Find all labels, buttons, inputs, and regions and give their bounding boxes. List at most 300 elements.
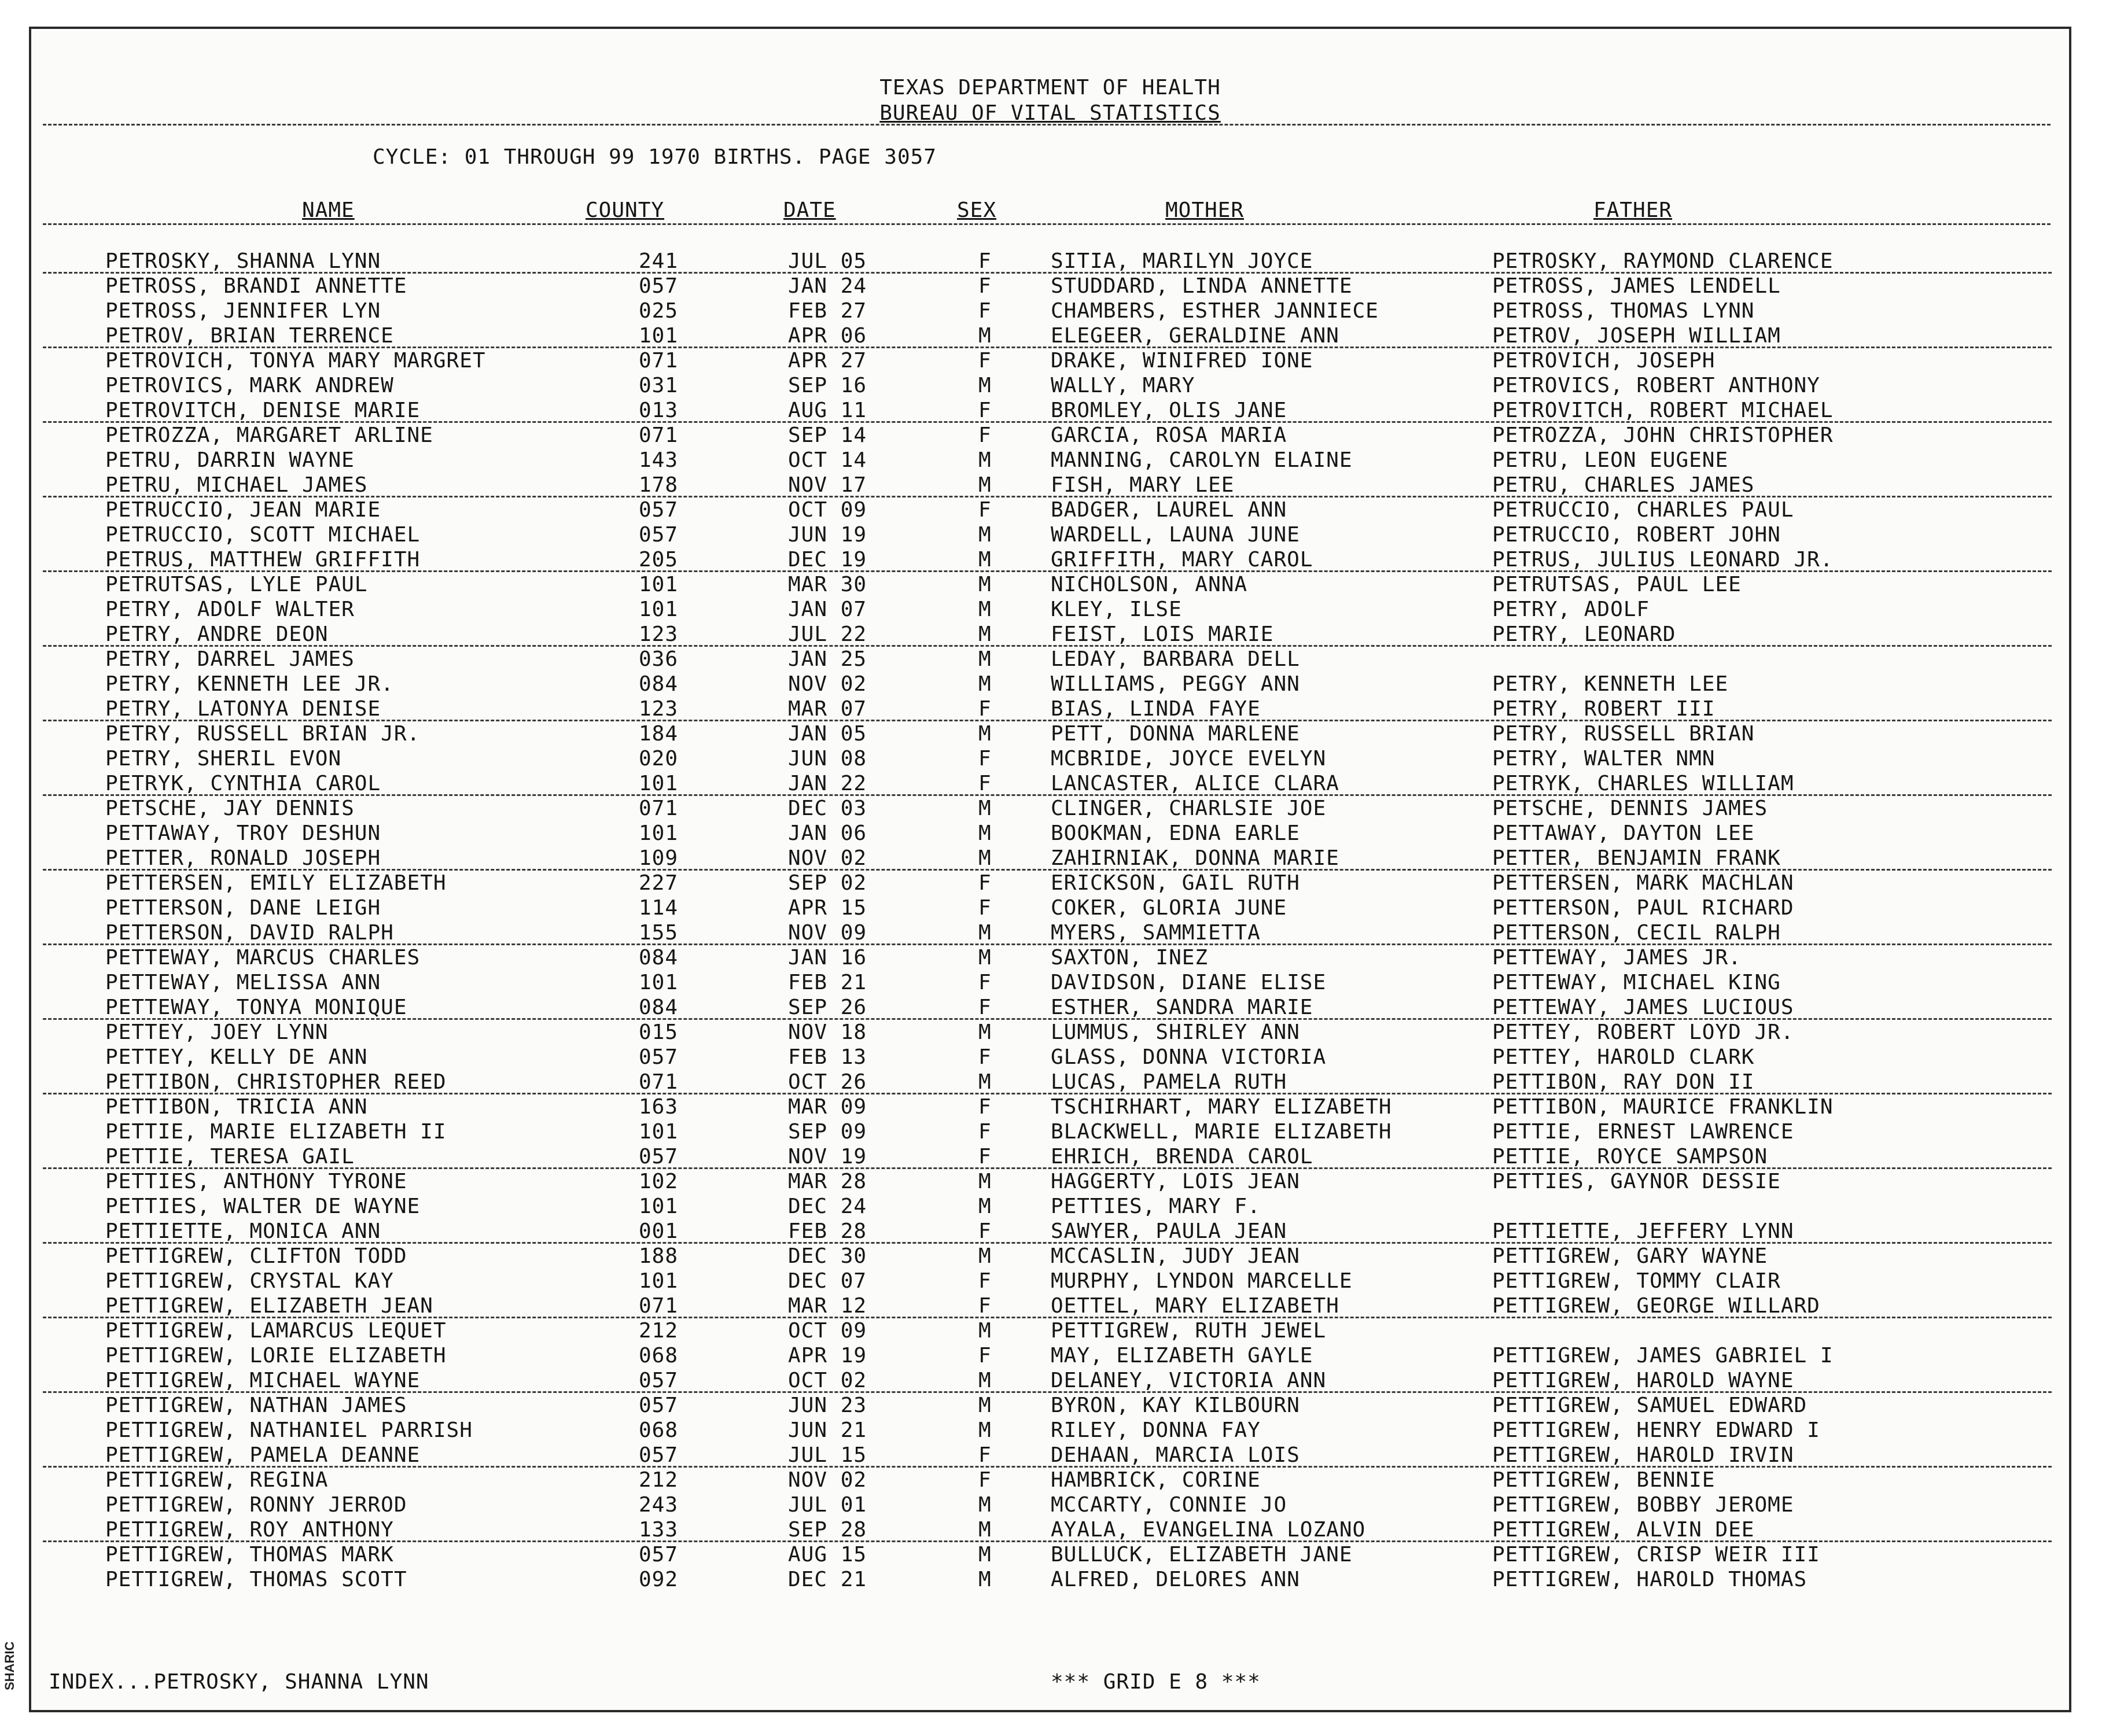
cell-name: PETTIES, ANTHONY TYRONE: [105, 1170, 407, 1193]
cell-date: MAR 07: [788, 697, 867, 721]
cell-father: PETTEWAY, JAMES JR.: [1492, 946, 1742, 970]
cell-date: APR 27: [788, 349, 867, 373]
table-row: [31, 871, 2069, 895]
table-row: [31, 995, 2069, 1020]
cell-county: 071: [639, 423, 679, 447]
cell-sex: F: [978, 1443, 992, 1467]
cell-father: PETTIGREW, HAROLD THOMAS: [1492, 1568, 1808, 1591]
cell-date: SEP 26: [788, 996, 867, 1019]
cell-sex: F: [978, 772, 992, 795]
cell-sex: M: [978, 722, 992, 746]
cell-father: PETTIBON, MAURICE FRANKLIN: [1492, 1095, 1834, 1119]
cell-county: 102: [639, 1170, 679, 1193]
cell-mother: RILEY, DONNA FAY: [1051, 1418, 1261, 1442]
cell-name: PETTEWAY, TONYA MONIQUE: [105, 996, 407, 1019]
cell-father: PETSCHE, DENNIS JAMES: [1492, 797, 1768, 820]
cell-mother: ERICKSON, GAIL RUTH: [1051, 871, 1300, 895]
cell-name: PETRUCCIO, SCOTT MICHAEL: [105, 523, 421, 547]
cell-mother: FEIST, LOIS MARIE: [1051, 622, 1274, 646]
cell-county: 057: [639, 1045, 679, 1069]
cell-county: 101: [639, 598, 679, 621]
cell-date: OCT 26: [788, 1070, 867, 1094]
table-row: [31, 1244, 2069, 1269]
cell-sex: F: [978, 399, 992, 422]
cell-father: PETTIGREW, GARY WAYNE: [1492, 1244, 1768, 1268]
cell-name: PETTAWAY, TROY DESHUN: [105, 821, 381, 845]
cell-father: PETTIGREW, HENRY EDWARD I: [1492, 1418, 1820, 1442]
cell-county: 020: [639, 747, 679, 771]
cell-date: FEB 27: [788, 299, 867, 323]
cell-county: 163: [639, 1095, 679, 1119]
cell-name: PETTIGREW, THOMAS MARK: [105, 1543, 394, 1567]
cell-mother: PETTIGREW, RUTH JEWEL: [1051, 1319, 1327, 1343]
table-row: [31, 497, 2069, 522]
cell-name: PETTIGREW, NATHANIEL PARRISH: [105, 1418, 473, 1442]
cell-date: DEC 03: [788, 797, 867, 820]
cell-date: OCT 14: [788, 448, 867, 472]
cell-date: JUL 15: [788, 1443, 867, 1467]
cell-mother: BOOKMAN, EDNA EARLE: [1051, 821, 1300, 845]
cell-name: PETTIGREW, LAMARCUS LEQUET: [105, 1319, 447, 1343]
table-row: [31, 1517, 2069, 1542]
cell-mother: TSCHIRHART, MARY ELIZABETH: [1051, 1095, 1392, 1119]
cell-mother: MYERS, SAMMIETTA: [1051, 921, 1261, 945]
cell-name: PETTEY, JOEY LYNN: [105, 1020, 329, 1044]
cell-sex: M: [978, 622, 992, 646]
cell-sex: M: [978, 374, 992, 397]
cell-county: 109: [639, 846, 679, 870]
cell-sex: M: [978, 797, 992, 820]
cell-date: SEP 16: [788, 374, 867, 397]
cell-date: JAN 07: [788, 598, 867, 621]
cell-father: PETRY, WALTER NMN: [1492, 747, 1716, 771]
cell-name: PETTERSON, DANE LEIGH: [105, 896, 381, 920]
cell-county: 188: [639, 1244, 679, 1268]
table-row: [31, 547, 2069, 572]
cell-mother: ALFRED, DELORES ANN: [1051, 1568, 1300, 1591]
cell-mother: ELEGEER, GERALDINE ANN: [1051, 324, 1339, 348]
cell-name: PETTEWAY, MELISSA ANN: [105, 971, 381, 994]
cell-date: FEB 13: [788, 1045, 867, 1069]
cell-county: 057: [639, 1443, 679, 1467]
cell-county: 212: [639, 1468, 679, 1492]
cell-name: PETTEWAY, MARCUS CHARLES: [105, 946, 421, 970]
cell-name: PETTIBON, CHRISTOPHER REED: [105, 1070, 447, 1094]
cell-sex: M: [978, 523, 992, 547]
grid-footer: *** GRID E 8 ***: [1051, 1670, 1261, 1694]
cell-mother: BROMLEY, OLIS JANE: [1051, 399, 1287, 422]
cell-name: PETRY, DARREL JAMES: [105, 647, 355, 671]
cell-mother: MANNING, CAROLYN ELAINE: [1051, 448, 1353, 472]
cell-date: APR 06: [788, 324, 867, 348]
cell-father: PETTIES, GAYNOR DESSIE: [1492, 1170, 1781, 1193]
cell-date: JAN 05: [788, 722, 867, 746]
cell-father: PETRY, KENNETH LEE: [1492, 672, 1729, 696]
cell-name: PETTIGREW, ELIZABETH JEAN: [105, 1294, 433, 1318]
cell-father: PETTAWAY, DAYTON LEE: [1492, 821, 1755, 845]
column-header-mother: MOTHER: [1165, 198, 1245, 222]
cell-county: 101: [639, 573, 679, 596]
cell-date: JAN 25: [788, 647, 867, 671]
cell-sex: M: [978, 1244, 992, 1268]
cell-sex: M: [978, 1170, 992, 1193]
table-row: [31, 473, 2069, 497]
cell-mother: MCCARTY, CONNIE JO: [1051, 1493, 1287, 1517]
cell-county: 025: [639, 299, 679, 323]
cell-mother: DEHAAN, MARCIA LOIS: [1051, 1443, 1300, 1467]
cell-county: 101: [639, 324, 679, 348]
cell-father: PETTIGREW, HAROLD IRVIN: [1492, 1443, 1794, 1467]
cell-sex: M: [978, 548, 992, 572]
cell-mother: ZAHIRNIAK, DONNA MARIE: [1051, 846, 1339, 870]
cell-name: PETTIBON, TRICIA ANN: [105, 1095, 368, 1119]
cell-sex: M: [978, 448, 992, 472]
table-row: [31, 348, 2069, 373]
cell-father: PETTIBON, RAY DON II: [1492, 1070, 1755, 1094]
cell-county: 101: [639, 1120, 679, 1144]
cell-father: PETTEWAY, JAMES LUCIOUS: [1492, 996, 1794, 1019]
cell-date: DEC 07: [788, 1269, 867, 1293]
cell-sex: M: [978, 573, 992, 596]
cell-sex: M: [978, 1418, 992, 1442]
cell-date: NOV 09: [788, 921, 867, 945]
column-header-father: FATHER: [1593, 198, 1673, 222]
cell-county: 243: [639, 1493, 679, 1517]
cell-sex: M: [978, 946, 992, 970]
table-row: [31, 249, 2069, 274]
cell-mother: BULLUCK, ELIZABETH JANE: [1051, 1543, 1353, 1567]
cell-date: JUN 19: [788, 523, 867, 547]
cell-name: PETRY, KENNETH LEE JR.: [105, 672, 394, 696]
cell-father: PETTIGREW, SAMUEL EDWARD: [1492, 1394, 1808, 1417]
cell-sex: M: [978, 647, 992, 671]
birth-index-page: [29, 27, 2071, 1712]
cell-mother: BIAS, LINDA FAYE: [1051, 697, 1261, 721]
cell-name: PETRUS, MATTHEW GRIFFITH: [105, 548, 421, 572]
cell-county: 068: [639, 1418, 679, 1442]
cell-date: DEC 24: [788, 1195, 867, 1218]
column-header-date: DATE: [783, 198, 836, 222]
cell-sex: F: [978, 423, 992, 447]
cell-date: MAR 28: [788, 1170, 867, 1193]
table-row: [31, 696, 2069, 721]
cell-mother: BLACKWELL, MARIE ELIZABETH: [1051, 1120, 1392, 1144]
cell-mother: WALLY, MARY: [1051, 374, 1195, 397]
cell-sex: M: [978, 921, 992, 945]
cell-mother: DAVIDSON, DIANE ELISE: [1051, 971, 1327, 994]
table-row: [31, 1094, 2069, 1119]
cell-county: 101: [639, 1195, 679, 1218]
table-row: [31, 647, 2069, 672]
cell-county: 101: [639, 772, 679, 795]
cell-name: PETRUCCIO, JEAN MARIE: [105, 498, 381, 522]
cell-father: PETTERSON, CECIL RALPH: [1492, 921, 1781, 945]
cell-date: NOV 02: [788, 1468, 867, 1492]
cell-county: 071: [639, 349, 679, 373]
cell-father: PETRU, LEON EUGENE: [1492, 448, 1729, 472]
cell-date: MAR 09: [788, 1095, 867, 1119]
cell-name: PETRU, DARRIN WAYNE: [105, 448, 355, 472]
cell-date: MAR 30: [788, 573, 867, 596]
cell-sex: M: [978, 672, 992, 696]
table-row: [31, 920, 2069, 945]
cell-date: JAN 06: [788, 821, 867, 845]
cell-date: OCT 02: [788, 1369, 867, 1392]
cell-father: PETTEWAY, MICHAEL KING: [1492, 971, 1781, 994]
cell-father: PETTER, BENJAMIN FRANK: [1492, 846, 1781, 870]
cell-father: PETTEY, HAROLD CLARK: [1492, 1045, 1755, 1069]
cell-mother: LUMMUS, SHIRLEY ANN: [1051, 1020, 1300, 1044]
cell-name: PETROSS, JENNIFER LYN: [105, 299, 381, 323]
cell-father: PETRY, ADOLF: [1492, 598, 1650, 621]
cell-date: MAR 12: [788, 1294, 867, 1318]
cell-county: 178: [639, 473, 679, 497]
cell-county: 143: [639, 448, 679, 472]
cell-sex: F: [978, 349, 992, 373]
cell-date: SEP 28: [788, 1518, 867, 1542]
cell-father: PETTERSEN, MARK MACHLAN: [1492, 871, 1794, 895]
cell-county: 184: [639, 722, 679, 746]
cell-father: PETTIGREW, GEORGE WILLARD: [1492, 1294, 1820, 1318]
cell-father: PETROSS, JAMES LENDELL: [1492, 274, 1781, 298]
cycle-line: CYCLE: 01 THROUGH 99 1970 BIRTHS. PAGE 3057: [373, 145, 937, 169]
table-row: [31, 846, 2069, 871]
cell-sex: M: [978, 1493, 992, 1517]
cell-mother: AYALA, EVANGELINA LOZANO: [1051, 1518, 1366, 1542]
cell-mother: DRAKE, WINIFRED IONE: [1051, 349, 1313, 373]
agency-title: TEXAS DEPARTMENT OF HEALTH: [879, 76, 1221, 99]
cell-sex: M: [978, 821, 992, 845]
cell-father: PETROVITCH, ROBERT MICHAEL: [1492, 399, 1834, 422]
cell-date: NOV 17: [788, 473, 867, 497]
cell-name: PETROVICS, MARK ANDREW: [105, 374, 394, 397]
cell-county: 101: [639, 1269, 679, 1293]
cell-sex: M: [978, 1568, 992, 1591]
cell-sex: M: [978, 1369, 992, 1392]
cell-sex: M: [978, 1070, 992, 1094]
index-footer: INDEX...PETROSKY, SHANNA LYNN: [49, 1670, 429, 1694]
table-row: [31, 373, 2069, 398]
table-row: [31, 1542, 2069, 1567]
cell-father: PETROSKY, RAYMOND CLARENCE: [1492, 249, 1834, 273]
cell-name: PETRY, SHERIL EVON: [105, 747, 342, 771]
cell-date: DEC 19: [788, 548, 867, 572]
cell-county: 057: [639, 523, 679, 547]
cell-mother: LANCASTER, ALICE CLARA: [1051, 772, 1339, 795]
cell-sex: M: [978, 1195, 992, 1218]
cell-county: 001: [639, 1219, 679, 1243]
table-row: [31, 1045, 2069, 1070]
cell-mother: BYRON, KAY KILBOURN: [1051, 1394, 1300, 1417]
cell-date: APR 15: [788, 896, 867, 920]
cell-sex: M: [978, 1518, 992, 1542]
cell-county: 155: [639, 921, 679, 945]
cell-county: 101: [639, 821, 679, 845]
cell-mother: MURPHY, LYNDON MARCELLE: [1051, 1269, 1353, 1293]
cell-date: OCT 09: [788, 1319, 867, 1343]
table-row: [31, 1144, 2069, 1169]
cell-father: PETTIGREW, ALVIN DEE: [1492, 1518, 1755, 1542]
cell-father: PETTIGREW, HAROLD WAYNE: [1492, 1369, 1794, 1392]
cell-father: PETRYK, CHARLES WILLIAM: [1492, 772, 1794, 795]
cell-mother: CHAMBERS, ESTHER JANNIECE: [1051, 299, 1379, 323]
cell-county: 084: [639, 672, 679, 696]
bureau-title: BUREAU OF VITAL STATISTICS: [879, 101, 1221, 125]
cell-father: PETROSS, THOMAS LYNN: [1492, 299, 1755, 323]
cell-date: AUG 11: [788, 399, 867, 422]
cell-sex: M: [978, 1394, 992, 1417]
cell-county: 084: [639, 996, 679, 1019]
cell-name: PETTIGREW, CLIFTON TODD: [105, 1244, 407, 1268]
table-row: [31, 398, 2069, 423]
cell-mother: CLINGER, CHARLSIE JOE: [1051, 797, 1327, 820]
column-header-sex: SEX: [957, 198, 997, 222]
cell-date: AUG 15: [788, 1543, 867, 1567]
cell-sex: F: [978, 1344, 992, 1368]
column-header-name: NAME: [302, 198, 355, 222]
cell-mother: LEDAY, BARBARA DELL: [1051, 647, 1300, 671]
cell-mother: ESTHER, SANDRA MARIE: [1051, 996, 1313, 1019]
cell-name: PETROZZA, MARGARET ARLINE: [105, 423, 433, 447]
cell-name: PETTIETTE, MONICA ANN: [105, 1219, 381, 1243]
cell-date: FEB 28: [788, 1219, 867, 1243]
cell-county: 205: [639, 548, 679, 572]
cell-mother: STUDDARD, LINDA ANNETTE: [1051, 274, 1353, 298]
table-row: [31, 796, 2069, 821]
cell-date: DEC 30: [788, 1244, 867, 1268]
table-row: [31, 1194, 2069, 1219]
cell-name: PETTIGREW, RONNY JERROD: [105, 1493, 407, 1517]
cell-name: PETTIGREW, NATHAN JAMES: [105, 1394, 407, 1417]
cell-county: 071: [639, 797, 679, 820]
cell-date: JUL 01: [788, 1493, 867, 1517]
cell-name: PETTIGREW, PAMELA DEANNE: [105, 1443, 421, 1467]
cell-name: PETRY, RUSSELL BRIAN JR.: [105, 722, 421, 746]
cell-name: PETRY, LATONYA DENISE: [105, 697, 381, 721]
cell-mother: SAXTON, INEZ: [1051, 946, 1209, 970]
cell-sex: F: [978, 971, 992, 994]
cell-father: PETTIGREW, BENNIE: [1492, 1468, 1716, 1492]
cell-county: 212: [639, 1319, 679, 1343]
cell-county: 227: [639, 871, 679, 895]
table-row: [31, 1492, 2069, 1517]
cell-date: JUN 23: [788, 1394, 867, 1417]
cell-sex: M: [978, 846, 992, 870]
cell-county: 015: [639, 1020, 679, 1044]
table-row: [31, 1418, 2069, 1443]
cell-mother: DELANEY, VICTORIA ANN: [1051, 1369, 1327, 1392]
cell-father: PETRUS, JULIUS LEONARD JR.: [1492, 548, 1834, 572]
cell-name: PETTERSON, DAVID RALPH: [105, 921, 394, 945]
cell-mother: PETT, DONNA MARLENE: [1051, 722, 1300, 746]
cell-mother: OETTEL, MARY ELIZABETH: [1051, 1294, 1339, 1318]
cell-sex: F: [978, 1045, 992, 1069]
cell-name: PETROVITCH, DENISE MARIE: [105, 399, 421, 422]
cell-date: JUL 05: [788, 249, 867, 273]
cell-county: 071: [639, 1294, 679, 1318]
cell-date: SEP 14: [788, 423, 867, 447]
cell-date: JAN 22: [788, 772, 867, 795]
cell-county: 241: [639, 249, 679, 273]
cell-sex: F: [978, 1294, 992, 1318]
cell-sex: F: [978, 1145, 992, 1169]
cell-county: 123: [639, 697, 679, 721]
cell-county: 071: [639, 1070, 679, 1094]
cell-mother: KLEY, ILSE: [1051, 598, 1182, 621]
cell-county: 036: [639, 647, 679, 671]
cell-mother: SITIA, MARILYN JOYCE: [1051, 249, 1313, 273]
cell-date: SEP 02: [788, 871, 867, 895]
cell-father: PETROVICS, ROBERT ANTHONY: [1492, 374, 1820, 397]
table-row: [31, 298, 2069, 323]
cell-date: JUN 21: [788, 1418, 867, 1442]
cell-father: PETTIGREW, JAMES GABRIEL I: [1492, 1344, 1834, 1368]
cell-father: PETTIE, ERNEST LAWRENCE: [1492, 1120, 1794, 1144]
cell-name: PETRU, MICHAEL JAMES: [105, 473, 368, 497]
cell-date: NOV 02: [788, 846, 867, 870]
cell-father: PETTEY, ROBERT LOYD JR.: [1492, 1020, 1794, 1044]
cell-sex: F: [978, 249, 992, 273]
cell-name: PETRUTSAS, LYLE PAUL: [105, 573, 368, 596]
cell-father: PETRY, ROBERT III: [1492, 697, 1716, 721]
cell-father: PETROZZA, JOHN CHRISTOPHER: [1492, 423, 1834, 447]
cell-date: APR 19: [788, 1344, 867, 1368]
cell-name: PETTIGREW, LORIE ELIZABETH: [105, 1344, 447, 1368]
cell-name: PETTIGREW, MICHAEL WAYNE: [105, 1369, 421, 1392]
cell-date: JUL 22: [788, 622, 867, 646]
cell-sex: F: [978, 1120, 992, 1144]
cell-county: 057: [639, 1145, 679, 1169]
cell-sex: F: [978, 1468, 992, 1492]
cell-name: PETRY, ADOLF WALTER: [105, 598, 355, 621]
cell-sex: M: [978, 324, 992, 348]
cell-father: PETTIETTE, JEFFERY LYNN: [1492, 1219, 1794, 1243]
cell-mother: GRIFFITH, MARY CAROL: [1051, 548, 1313, 572]
cell-county: 057: [639, 1394, 679, 1417]
cell-sex: M: [978, 1319, 992, 1343]
table-row: [31, 423, 2069, 448]
cell-sex: F: [978, 697, 992, 721]
cell-father: PETTIE, ROYCE SAMPSON: [1492, 1145, 1768, 1169]
cell-sex: F: [978, 871, 992, 895]
cell-name: PETTIES, WALTER DE WAYNE: [105, 1195, 421, 1218]
cell-name: PETROSKY, SHANNA LYNN: [105, 249, 381, 273]
cell-county: 092: [639, 1568, 679, 1591]
cell-sex: F: [978, 896, 992, 920]
table-row: [31, 522, 2069, 547]
cell-county: 133: [639, 1518, 679, 1542]
cell-name: PETTIGREW, ROY ANTHONY: [105, 1518, 394, 1542]
cell-county: 013: [639, 399, 679, 422]
table-row: [31, 945, 2069, 970]
cell-father: PETROVICH, JOSEPH: [1492, 349, 1716, 373]
cell-mother: PETTIES, MARY F.: [1051, 1195, 1261, 1218]
cell-date: SEP 09: [788, 1120, 867, 1144]
cell-county: 057: [639, 1369, 679, 1392]
side-tag: SHARIC: [2, 1641, 17, 1691]
cell-father: PETTIGREW, TOMMY CLAIR: [1492, 1269, 1781, 1293]
cell-county: 057: [639, 1543, 679, 1567]
cell-name: PETTIE, MARIE ELIZABETH II: [105, 1120, 447, 1144]
cell-sex: F: [978, 1095, 992, 1119]
cell-date: NOV 02: [788, 672, 867, 696]
cell-sex: F: [978, 1219, 992, 1243]
cell-sex: M: [978, 473, 992, 497]
cell-sex: F: [978, 299, 992, 323]
table-row: [31, 1169, 2069, 1194]
cell-sex: F: [978, 498, 992, 522]
cell-father: PETRUCCIO, ROBERT JOHN: [1492, 523, 1781, 547]
